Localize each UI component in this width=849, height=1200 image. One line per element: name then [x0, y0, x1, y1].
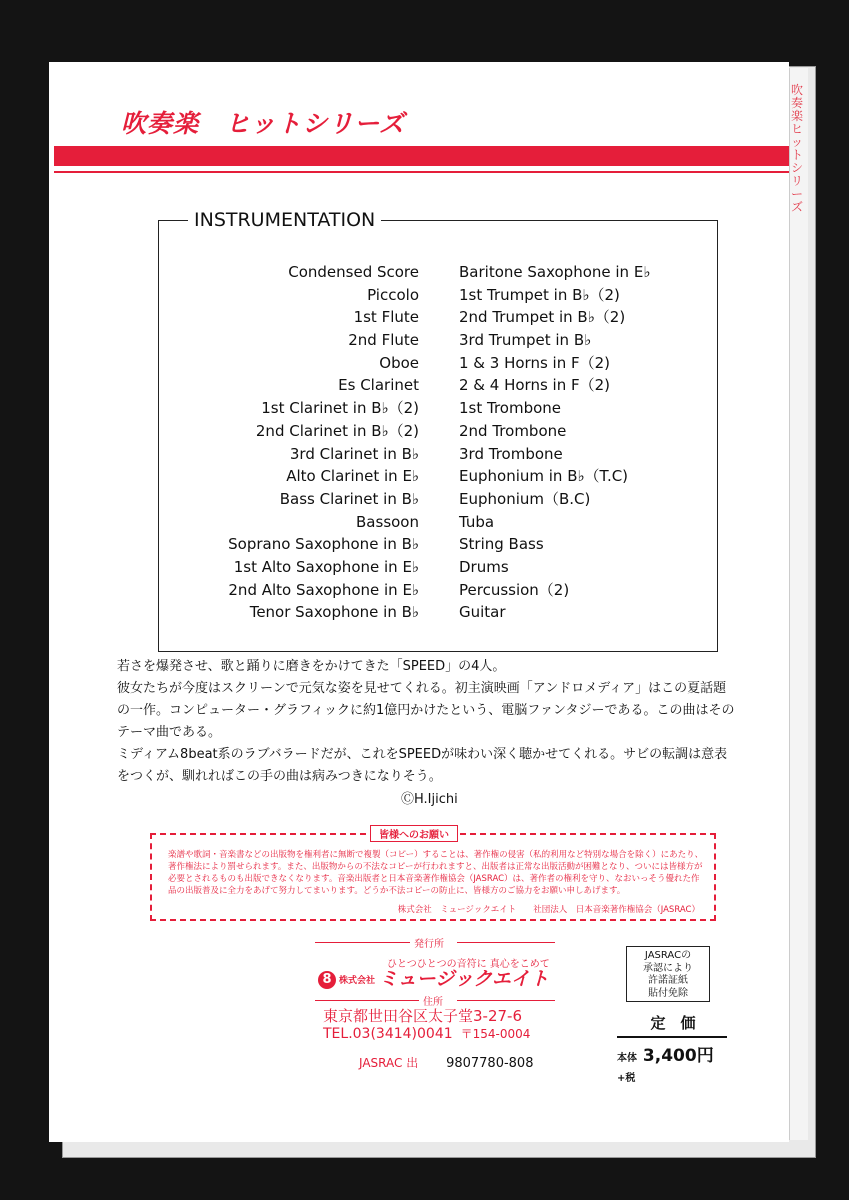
jasrac-number: 9807780-808: [446, 1056, 534, 1071]
instrument-item: 2nd Flute: [348, 331, 419, 350]
publisher-address: [323, 1008, 530, 1043]
divider: [457, 942, 555, 943]
instrument-item: String Bass: [459, 535, 544, 554]
price-rule: [617, 1036, 727, 1038]
instrument-item: Piccolo: [367, 285, 419, 304]
postal-code: 〒154-0004: [460, 1027, 531, 1041]
instrument-item: Baritone Saxophone in E♭: [459, 263, 651, 281]
instrument-item: 1st Trombone: [459, 399, 562, 418]
instrumentation-title: INSTRUMENTATION: [188, 209, 381, 231]
instrument-item: 1st Clarinet in B♭（2): [261, 399, 419, 418]
description: [117, 656, 737, 788]
instrument-item: 3rd Clarinet in B♭: [289, 444, 419, 463]
instrument-item: 1 & 3 Horns in F（2): [459, 353, 611, 372]
description-line: 彼女たちが今度はスクリーンで元気な姿を見せてくれる。初主演映画「アンドロメディア」はこの夏話題の一作。コンピューター・グラフィックに約1億円かけたという、電脳ファンタジーである。この曲はそのテーマ曲である。: [117, 681, 735, 740]
publisher-label: 発行所: [414, 939, 444, 950]
divider: [315, 942, 410, 943]
red-rule: [54, 171, 789, 173]
instrument-list-right: [459, 261, 719, 624]
instrument-item: Alto Clarinet in E♭: [286, 467, 419, 486]
instrument-item: Soprano Saxophone in B♭: [228, 535, 419, 554]
jasrac-mark: 出: [406, 1056, 419, 1070]
notice-body: 楽譜や歌詞・音楽書などの出版物を権利者に無断で複製（コピー）することは、著作権の侵害（私的利用など特別な場合を除く）にあたり、著作権法により罰せられます。また、出版物からの不法なコピーが行われますと、出版者は正常な出版活動が困難となり、ついには皆様方が必要とされるものも出版できなくなります。音楽出版者と日本音楽著作権協会（JASRAC）は、著作者の権利を守り、なおいっそう優れた作品の出版普及に全力をあげて努力してまいります。どうか不法コピーの防止に、皆様方のご協力をお願い申しあげます。: [168, 850, 704, 896]
instrument-item: 3rd Trumpet in B♭: [459, 331, 592, 350]
instrument-item: Es Clarinet: [338, 376, 419, 395]
series-title: 吹奏楽 ヒットシリーズ: [121, 109, 406, 138]
instrument-item: Guitar: [459, 603, 506, 622]
red-band: [54, 146, 789, 166]
price-box: [617, 1012, 729, 1084]
notice-title: 皆様へのお願い: [370, 825, 458, 842]
instrument-item: Condensed Score: [288, 263, 419, 281]
price-prefix: 本体: [617, 1053, 637, 1064]
instrumentation-box: [158, 209, 718, 652]
instrument-item: 2nd Clarinet in B♭（2): [255, 421, 419, 440]
spine-text: 吹奏楽 ヒットシリーズ: [791, 83, 804, 214]
instrument-item: Drums: [459, 557, 509, 576]
instrument-item: 3rd Trombone: [459, 444, 563, 463]
divider: [315, 1000, 419, 1001]
instrument-list-left: [159, 261, 419, 624]
address-line: 東京都世田谷区太子堂3-27-6: [323, 1007, 523, 1025]
jasrac-box-line: JASRACの: [644, 950, 692, 961]
publisher-logo-icon: 8: [318, 971, 336, 989]
spine-strip: [789, 68, 808, 1140]
instrument-item: 1st Flute: [353, 308, 419, 327]
description-line: 若さを爆発させ、歌と踊りに磨きをかけてきた「SPEED」の4人。: [117, 659, 506, 674]
instrument-item: 2nd Alto Saxophone in E♭: [228, 580, 419, 599]
copyright-credit: ⒸH.Ijichi: [401, 792, 458, 807]
publisher-name: ミュージックエイト: [379, 968, 549, 990]
instrument-item: Euphonium（B.C): [459, 489, 591, 508]
instrument-item: Bass Clarinet in B♭: [279, 489, 419, 508]
instrument-item: Oboe: [379, 353, 419, 372]
notice-signature: 株式会社 ミュージックエイト 社団法人 日本音楽著作権協会（JASRAC）: [397, 905, 700, 915]
instrument-item: 2nd Trombone: [459, 421, 567, 440]
telephone: TEL.03(3414)0041: [323, 1026, 453, 1042]
price-suffix: +税: [617, 1073, 636, 1084]
jasrac-approval-box: [626, 946, 710, 1002]
divider: [457, 1000, 555, 1001]
instrument-item: Euphonium in B♭（T.C): [459, 467, 629, 486]
jasrac-label: JASRAC: [359, 1056, 403, 1070]
price-label: 定 価: [650, 1014, 696, 1032]
address-label: 住所: [423, 997, 443, 1008]
instrument-item: Tuba: [459, 512, 495, 531]
description-line: ミディアム8beat系のラブバラードだが、これをSPEEDが味わい深く聴かせてくれる。サビの転調は意表をつくが、馴れればこの手の曲は病みつきになりそう。: [117, 747, 728, 784]
instrument-item: Percussion（2): [459, 580, 570, 599]
price-value: [617, 1041, 729, 1086]
jasrac-box-line: 貼付免除: [648, 987, 688, 999]
publisher-corp: 株式会社: [339, 976, 376, 986]
instrument-item: 1st Alto Saxophone in E♭: [233, 557, 419, 576]
jasrac-box-line: 承認により: [643, 962, 693, 974]
publisher-logo: [318, 964, 549, 991]
price-amount: 3,400円: [642, 1046, 714, 1066]
score-back-cover: [49, 62, 789, 1142]
copyright-notice: [150, 830, 716, 921]
instrument-item: 2nd Trumpet in B♭（2): [459, 308, 626, 327]
publisher-tagline: ひとつひとつの音符に 真心をこめて: [387, 959, 550, 970]
instrument-item: 2 & 4 Horns in F（2): [459, 376, 611, 395]
jasrac-box-line: 許諾証紙: [648, 975, 688, 986]
instrument-item: Tenor Saxophone in B♭: [249, 603, 419, 622]
jasrac-code: [359, 1054, 533, 1071]
instrument-item: Bassoon: [356, 512, 419, 531]
instrument-item: 1st Trumpet in B♭（2): [459, 285, 620, 304]
